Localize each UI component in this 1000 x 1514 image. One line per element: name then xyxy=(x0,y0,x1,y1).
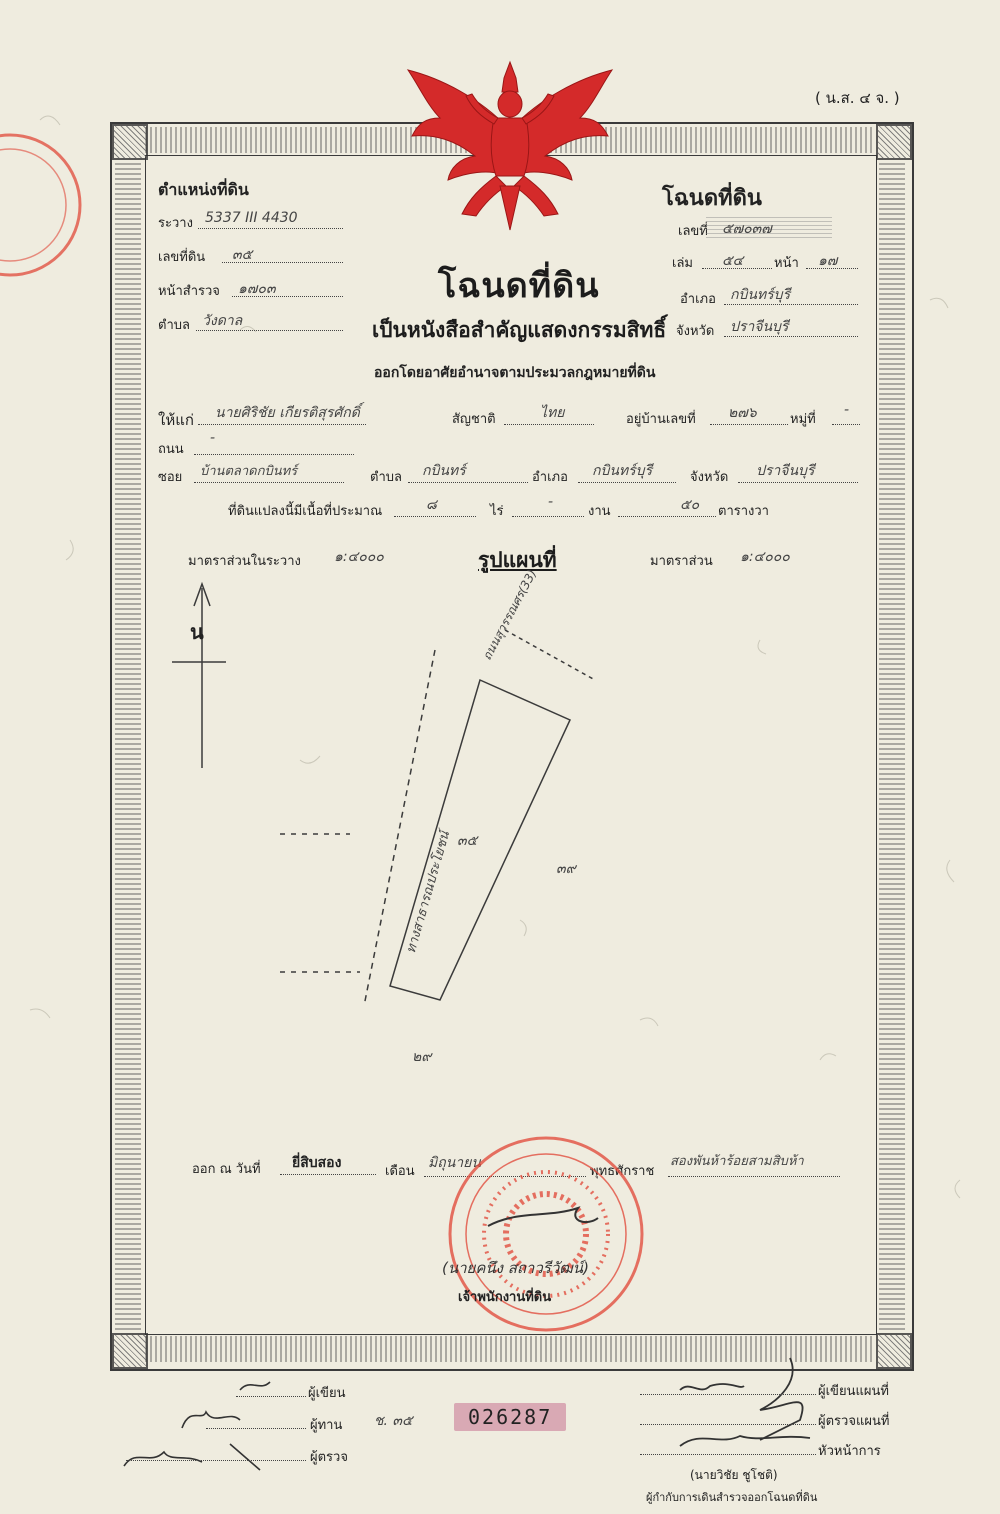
owner-name: นายศิริชัย เกียรติสุรศักดิ์ xyxy=(215,405,360,421)
book-label: เล่ม xyxy=(672,256,693,271)
deed-header: โฉนดที่ดิน xyxy=(662,186,762,211)
issued-by-text: ออกโดยอาศัยอำนาจตามประมวลกฎหมายที่ดิน xyxy=(374,365,656,381)
checker-line xyxy=(126,1460,306,1461)
map-checker-line xyxy=(640,1424,816,1425)
map-checker-label: ผู้ตรวจแผนที่ xyxy=(818,1414,890,1429)
official-seal xyxy=(428,1130,668,1350)
writer-label: ผู้เขียน xyxy=(308,1386,346,1401)
owner-to-label: ให้แก่ xyxy=(158,411,194,429)
map-writer-label: ผู้เขียนแผนที่ xyxy=(818,1384,889,1399)
partial-stamp-left xyxy=(0,110,90,310)
area-rai-line xyxy=(394,516,476,517)
road-value: - xyxy=(210,430,216,446)
area-wa-label: ตารางวา xyxy=(718,504,769,519)
road-side-label: ทางสาธารณประโยชน์ xyxy=(403,829,454,956)
garuda-emblem xyxy=(400,58,620,233)
area-ngan-label: งาน xyxy=(588,504,611,519)
issue-day: ยี่สิบสอง xyxy=(292,1155,342,1171)
rawang-value: 5337 III 4430 xyxy=(205,210,298,226)
soi-value: บ้านตลาดกบินทร์ xyxy=(200,464,298,479)
area-wa-line xyxy=(618,516,716,517)
house-no-label: อยู่บ้านเลขที่ xyxy=(626,412,696,427)
checker-signature xyxy=(124,1444,260,1470)
parcel-map xyxy=(150,570,870,1090)
page-label: หน้า xyxy=(774,256,799,271)
book-value: ๕๔ xyxy=(722,253,744,269)
form-number: ช. ๓๕ xyxy=(374,1413,413,1429)
border-corner xyxy=(876,1333,912,1369)
scale-right-label: มาตราส่วน xyxy=(650,554,713,569)
map-checker-signature xyxy=(760,1358,803,1440)
map-title: รูปแผนที่ xyxy=(478,548,557,572)
owner-amphoe-label: อำเภอ xyxy=(532,470,568,485)
right-signatures xyxy=(640,1350,840,1480)
scale-left-label: มาตราส่วนในระวาง xyxy=(188,554,301,569)
scale-right-value: ๑:๔๐๐๐ xyxy=(740,549,790,565)
serial-number: 026287 xyxy=(454,1403,566,1431)
rawang-line xyxy=(198,228,343,229)
area-rai-label: ไร่ xyxy=(490,504,504,519)
officer-name: (นายคนึง สถาวรีวัฒน์) xyxy=(442,1259,589,1277)
survey-page-label: หน้าสำรวจ xyxy=(158,284,220,299)
copier-label: ผู้ทาน xyxy=(310,1418,343,1433)
neighbor-bottom-label: ๒๙ xyxy=(412,1049,432,1065)
road-top-edge xyxy=(505,630,595,680)
page-value: ๑๗ xyxy=(818,253,838,269)
copier-line xyxy=(206,1428,306,1429)
chief-name: (นายวิชัย ชูโชติ) xyxy=(690,1468,778,1482)
road-top-label: ถนนสุวรรณศร(33) xyxy=(479,567,540,663)
issue-prefix: ออก ณ วันที่ xyxy=(192,1162,261,1177)
deed-no-label: เลขที่ xyxy=(678,224,708,239)
soi-line xyxy=(194,482,344,483)
tambon-label: ตำบล xyxy=(158,318,190,333)
border-band-right xyxy=(879,160,905,1330)
area-rai: ๘ xyxy=(426,497,437,513)
land-no-value: ๓๕ xyxy=(232,247,253,263)
deed-no-value: ๕๗๐๓๗ xyxy=(722,221,772,237)
owner-amphoe-line xyxy=(578,482,676,483)
document-title: โฉนดที่ดิน xyxy=(438,266,600,306)
owner-province-line xyxy=(738,482,858,483)
officer-title: เจ้าพนักงานที่ดิน xyxy=(458,1290,552,1305)
owner-amphoe-value: กบินทร์บุรี xyxy=(592,463,653,479)
issue-year-line xyxy=(668,1176,840,1177)
tambon-value: วังดาล xyxy=(202,313,243,329)
issue-year-label: พุทธศักราช xyxy=(590,1164,655,1179)
owner-province-label: จังหวัด xyxy=(690,470,729,485)
land-no-label: เลขที่ดิน xyxy=(158,250,206,265)
province-value: ปราจีนบุรี xyxy=(730,319,789,335)
issue-year: สองพันห้าร้อยสามสิบห้า xyxy=(670,1154,804,1169)
issue-month-label: เดือน xyxy=(385,1164,415,1179)
chief-line xyxy=(640,1454,816,1455)
road-line xyxy=(194,454,354,455)
neighbor-right-label: ๓๙ xyxy=(556,861,576,877)
amphoe-label: อำเภอ xyxy=(680,292,716,307)
owner-tambon-line xyxy=(408,482,528,483)
province-label: จังหวัด xyxy=(676,324,715,339)
chief-label: หัวหน้าการ xyxy=(818,1444,881,1459)
scale-left-value: ๑:๔๐๐๐ xyxy=(334,549,384,565)
border-band-left xyxy=(115,160,141,1330)
moo-label: หมู่ที่ xyxy=(790,412,816,427)
border-corner xyxy=(876,124,912,160)
nationality-label: สัญชาติ xyxy=(452,412,496,427)
form-code: ( น.ส. ๔ จ. ) xyxy=(815,89,900,107)
issue-month: มิถุนายน xyxy=(428,1155,481,1171)
road-label: ถนน xyxy=(158,442,184,457)
writer-line xyxy=(236,1396,306,1397)
owner-province-value: ปราจีนบุรี xyxy=(756,463,815,479)
moo-line xyxy=(832,424,860,425)
checker-label: ผู้ตรวจ xyxy=(310,1450,348,1465)
map-writer-line xyxy=(640,1394,816,1395)
house-no-line xyxy=(710,424,788,425)
location-header: ตำแหน่งที่ดิน xyxy=(158,180,249,199)
house-no-value: ๒๗๖ xyxy=(728,405,757,421)
writer-signature xyxy=(240,1382,270,1390)
nationality-value: ไทย xyxy=(540,405,565,421)
moo-value: - xyxy=(844,402,850,418)
soi-label: ซอย xyxy=(158,470,183,485)
border-corner xyxy=(112,124,148,160)
area-ngan: - xyxy=(548,494,554,510)
chief-caption: ผู้กำกับการเดินสำรวจออกโฉนดที่ดิน xyxy=(646,1491,818,1504)
map-writer-signature xyxy=(680,1384,744,1390)
parcel-label: ๓๕ xyxy=(457,833,478,849)
owner-name-line xyxy=(198,424,366,425)
document-subtitle: เป็นหนังสือสำคัญแสดงกรรมสิทธิ์ xyxy=(372,318,667,342)
rawang-label: ระวาง xyxy=(158,216,193,231)
area-prefix: ที่ดินแปลงนี้มีเนื้อที่ประมาณ xyxy=(228,504,383,519)
area-wa: ๕๐ xyxy=(680,497,700,513)
survey-page-value: ๑๗๐๓ xyxy=(238,281,276,297)
area-ngan-line xyxy=(512,516,584,517)
north-label: น xyxy=(190,620,204,644)
amphoe-value: กบินทร์บุรี xyxy=(730,287,791,303)
chief-signature xyxy=(680,1436,810,1446)
left-signatures xyxy=(110,1370,310,1500)
border-corner xyxy=(112,1333,148,1369)
copier-signature xyxy=(182,1412,240,1428)
owner-tambon-label: ตำบล xyxy=(370,470,402,485)
nationality-line xyxy=(504,424,594,425)
owner-tambon-value: กบินทร์ xyxy=(422,463,466,479)
issue-day-line xyxy=(280,1174,376,1175)
